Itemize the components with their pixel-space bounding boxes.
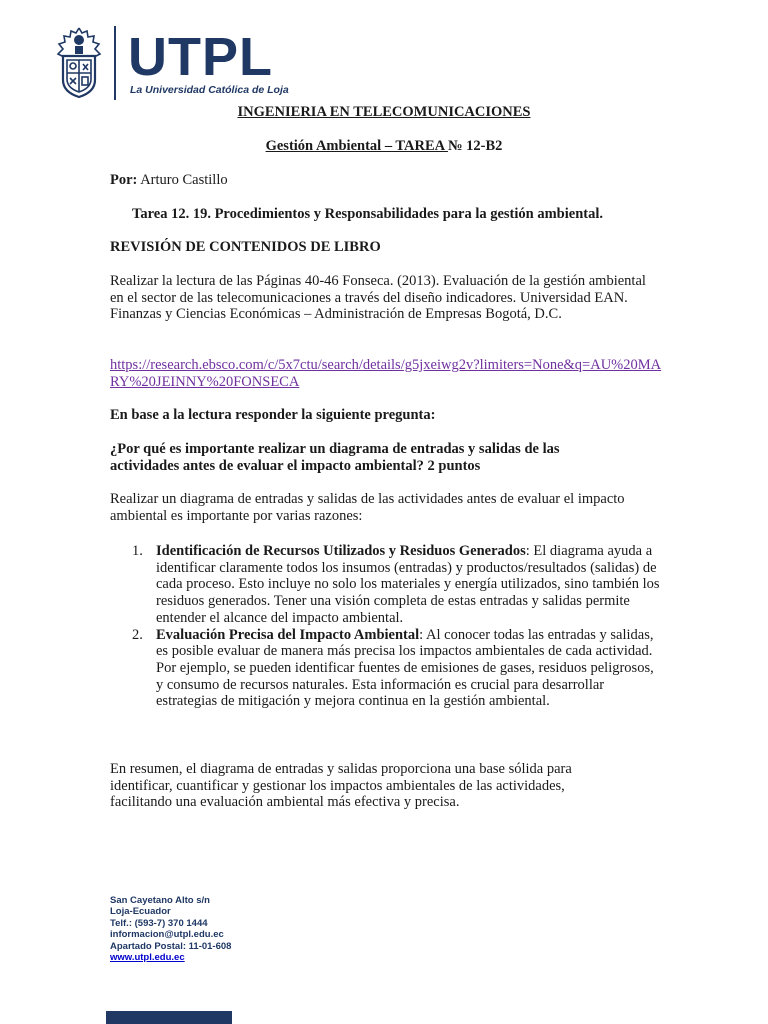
section-heading: REVISIÓN DE CONTENIDOS DE LIBRO [110, 239, 381, 255]
reference-link[interactable]: https://research.ebsco.com/c/5x7ctu/search/details/g5jxeiwg2v?limiters=None&q=AU%20MARY%20JEINNY%20FONSECA [110, 357, 662, 390]
reasons-list [110, 543, 670, 710]
course-title [0, 138, 768, 155]
footer-email: informacion@utpl.edu.ec [110, 929, 224, 941]
logo-tagline: La Universidad Católica de Loja [130, 84, 289, 96]
footer-contact [110, 895, 231, 963]
list-item-title: Evaluación Precisa del Impacto Ambiental [156, 626, 420, 643]
list-item [110, 543, 660, 627]
list-item [110, 627, 664, 711]
prompt-text: En base a la lectura responder la siguiente pregunta: [110, 407, 436, 423]
task-title: Tarea 12. 19. Procedimientos y Responsabilidades para la gestión ambiental. [132, 206, 604, 222]
list-item-text: : El diagrama ayuda a identificar claramente todos los insumos (entradas) y productos/resultados (salidas) de cada proceso. Esto incluye no solo los materiales y energía utilizados, sino también los residuos generados. Tener una visión completa de estas entradas y salidas permite entender el alcance del impacto ambiental. [156, 543, 660, 626]
footer-bar [106, 1011, 232, 1024]
conclusion-paragraph: En resumen, el diagrama de entradas y salidas proporciona una base sólida para identificar, cuantificar y gestionar los impactos ambientales de las actividades, facilitando una evaluación ambiental más efectiva y precisa. [110, 761, 572, 811]
university-seal-icon [54, 24, 104, 100]
footer-po-box: Apartado Postal: 11-01-608 [110, 940, 232, 952]
list-item-text: : Al conocer todas las entradas y salidas, es posible evaluar de manera más precisa los impactos ambientales de cada actividad. Por ejemplo, se pueden identificar fuentes de emisiones de gases, residuos peligrosos, y consumo de recursos naturales. Esta información es crucial para desarrollar estrategias de mitigación y mejora continua en la gestión ambiental. [156, 626, 654, 710]
course-number: № 12-B2 [447, 138, 503, 154]
footer-website-link[interactable]: www.utpl.edu.ec [110, 952, 185, 964]
reading-instruction: Realizar la lectura de las Páginas 40-46 Fonseca. (2013). Evaluación de la gestión ambiental en el sector de las telecomunicaciones a través del diseño indicadores. Universidad EAN. Finanzas y Ciencias Económicas – Administración de Empresas Bogotá, D.C. [110, 273, 646, 323]
question-text: ¿Por qué es importante realizar un diagrama de entradas y salidas de las actividades antes de evaluar el impacto ambiental? 2 puntos [110, 441, 560, 474]
logo-wordmark: UTPL [128, 27, 273, 87]
author-label: Por: [110, 172, 138, 188]
utpl-logo [54, 24, 294, 104]
list-item-number: 2. [132, 626, 143, 643]
list-item-number: 1. [132, 543, 143, 559]
program-title: INGENIERIA EN TELECOMUNICACIONES [237, 104, 531, 120]
footer-address: San Cayetano Alto s/n [110, 895, 210, 906]
footer-city: Loja-Ecuador [110, 906, 171, 918]
logo-divider [114, 26, 116, 100]
course-prefix: Gestión Ambiental – TAREA [265, 138, 448, 154]
list-item-title: Identificación de Recursos Utilizados y Residuos Generados [156, 543, 526, 559]
footer-phone: Telf.: (593-7) 370 1444 [110, 917, 208, 929]
author-name: Arturo Castillo [137, 172, 228, 188]
author-line [110, 172, 228, 189]
intro-paragraph: Realizar un diagrama de entradas y salidas de las actividades antes de evaluar el impacto ambiental es importante por varias razones: [110, 491, 625, 524]
